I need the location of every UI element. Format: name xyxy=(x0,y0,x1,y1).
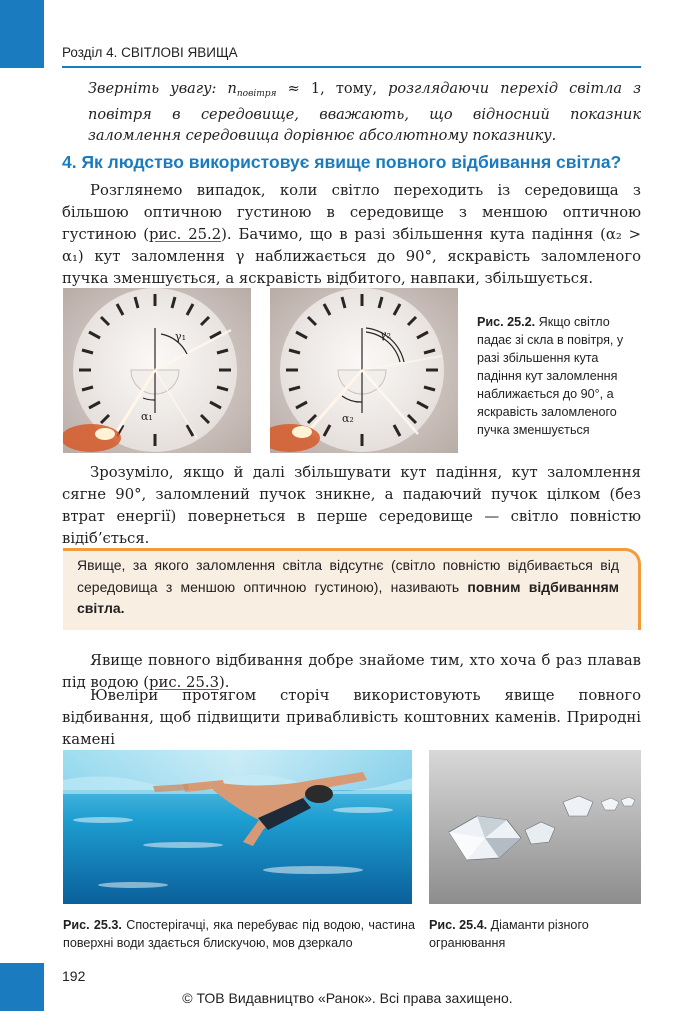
photo-refraction-disk-1 xyxy=(63,288,251,453)
page-number: 192 xyxy=(62,968,86,984)
gamma-1-label: γ₁ xyxy=(175,330,186,343)
figure-25-2-caption xyxy=(477,313,642,439)
para3-part2: ). xyxy=(219,674,230,691)
paragraph-4: Ювеліри протягом сторіч використовують явище повного відбивання, щоб підвищити привабливість коштовних каменів. Природні камені xyxy=(62,687,641,748)
corner-tab-top xyxy=(0,0,44,68)
fig-25-2-caption-text: Якщо світло падає зі скла в повітря, у разі збільшення кута падіння кут заломлення наближається до 90°, а яскравість заломленого пучка зменшується xyxy=(477,315,624,437)
alpha-1-label: α₁ xyxy=(141,410,153,423)
photo-underwater-swimmer xyxy=(63,750,412,904)
fig-25-2-link[interactable]: рис. 25.2 xyxy=(149,226,222,243)
definition-term: повним відбиванням світла. xyxy=(77,578,619,616)
photo-diamonds xyxy=(429,750,641,904)
fig-25-3-caption-text: Спостерігачці, яка перебуває під водою, частина поверхні води здається блискучою, мов дзеркало xyxy=(63,918,416,950)
para1-part1: Розглянемо випадок, коли світло переходить із середовища з більшою оптичною густиною в середовище з меншою оптичною густиною ( xyxy=(62,182,641,243)
fig-25-3-link[interactable]: рис. 25.3 xyxy=(149,674,220,691)
para1-part2: ). Бачимо, що в разі збільшення кута падіння (α₂ > α₁) кут заломлення γ наближається до 90°, яскравість заломленого пучка зменшується, а яскравість відбитого, навпаки, збільшується. xyxy=(62,226,641,287)
section-header: Розділ 4. СВІТЛОВІ ЯВИЩА xyxy=(62,45,238,60)
gamma-2-label: γ₂ xyxy=(380,328,391,341)
copyright-notice: © ТОВ Видавництво «Ранок». Всі права захищено. xyxy=(182,990,513,1006)
section-heading: 4. Як людство використовує явище повного відбивання світла? xyxy=(62,152,622,172)
header-rule xyxy=(62,66,641,68)
note-lead: Зверніть увагу: xyxy=(88,81,217,97)
alpha-2-label: α₂ xyxy=(342,412,354,425)
definition-text xyxy=(77,555,619,620)
note-n: n xyxy=(227,81,237,97)
fig-25-4-caption-label: Рис. 25.4. xyxy=(429,918,488,932)
fig-25-2-caption-label: Рис. 25.2. xyxy=(477,315,536,329)
note-text-1: тому, xyxy=(335,81,377,97)
para3-part1: Явище повного відбивання добре знайоме тим, хто хоча б раз плавав під водою ( xyxy=(62,652,641,691)
fig-25-3-caption-label: Рис. 25.3. xyxy=(63,918,122,932)
note-approx: ≈ 1, xyxy=(276,81,325,97)
fig-25-4-caption-text: Діаманти різного огранювання xyxy=(429,918,589,950)
figure-25-3-caption xyxy=(63,916,415,952)
paragraph-2: Зрозуміло, якщо й далі збільшувати кут падіння, кут заломлення сягне 90°, заломлений пучок зникне, а падаючий пучок цілком (без втрат енергії) повернеться в перше середовище — світло повністю відіб’ється. xyxy=(62,464,641,547)
photo-refraction-disk-2 xyxy=(270,288,458,453)
attention-note xyxy=(88,79,641,147)
note-n-subscript: повітря xyxy=(236,89,277,99)
paragraph-1 xyxy=(62,180,641,290)
note-text-2: розглядаючи перехід світла з повітря в середовище, вважають, що відносний показник заломлення середовища дорівнює абсолютному показнику. xyxy=(88,81,642,144)
definition-body: Явище, за якого заломлення світла відсутнє (світло повністю відбивається від середовища з меншою оптичною густиною), називають xyxy=(77,557,619,595)
figure-25-4-caption xyxy=(429,916,641,952)
